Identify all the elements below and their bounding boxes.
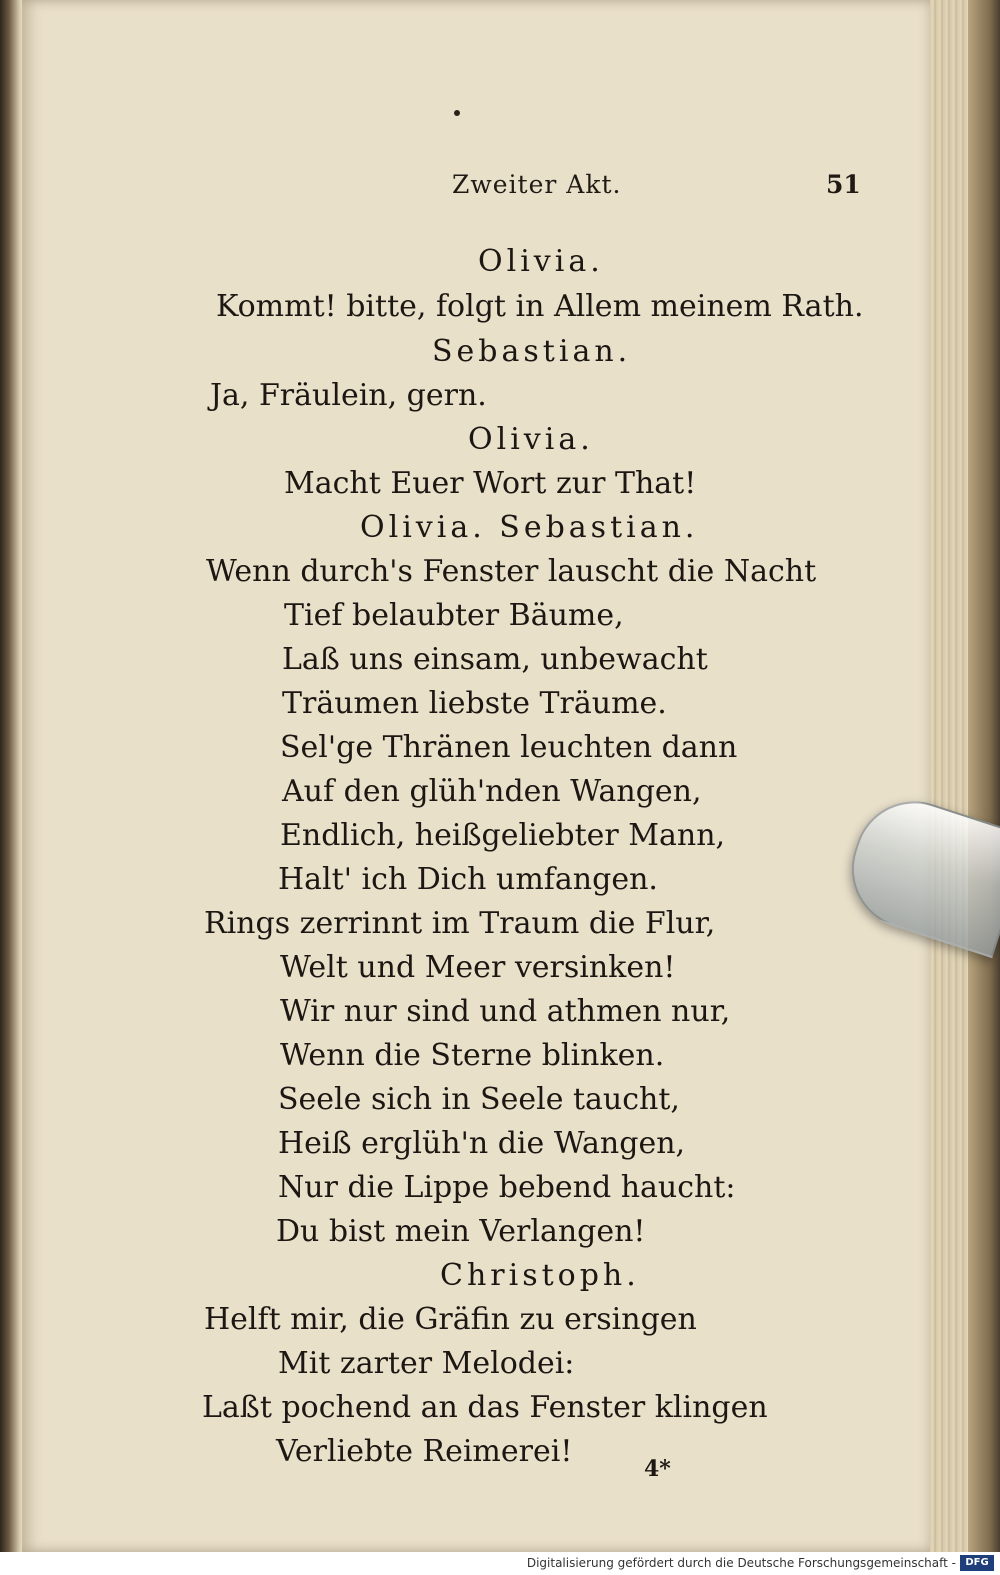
verse-line: Du bist mein Verlangen! — [276, 1214, 646, 1249]
verse-line: Welt und Meer versinken! — [280, 950, 676, 985]
verse-line: Wir nur sind und athmen nur, — [280, 994, 731, 1029]
book-gutter-left — [0, 0, 22, 1575]
verse-line: Kommt! bitte, folgt in Allem meinem Rath. — [216, 289, 864, 324]
verse-line: Auf den glüh'nden Wangen, — [282, 774, 702, 809]
dfg-logo-icon: DFG — [960, 1555, 994, 1571]
verse-line: Laßt pochend an das Fenster klingen — [202, 1390, 768, 1425]
verse-line: Wenn die Sterne blinken. — [280, 1038, 665, 1073]
verse-line: Heiß erglüh'n die Wangen, — [278, 1126, 686, 1161]
page-edges-right — [930, 0, 1000, 1552]
speaker-olivia: Olivia. — [478, 244, 604, 279]
speaker-olivia-sebastian: Olivia. Sebastian. — [360, 510, 699, 545]
speaker-sebastian: Sebastian. — [432, 334, 632, 369]
verse-line: Wenn durch's Fenster lauscht die Nacht — [206, 554, 817, 589]
footer-credit: Digitalisierung gefördert durch die Deutsche Forschungsgemeinschaft - — [526, 1556, 956, 1570]
footer-bar — [0, 1552, 1000, 1575]
verse-line: Sel'ge Thränen leuchten dann — [280, 730, 738, 765]
verse-line: Verliebte Reimerei! — [276, 1434, 573, 1469]
verse-line: Tief belaubter Bäume, — [284, 598, 624, 633]
verse-line: Macht Euer Wort zur That! — [284, 466, 697, 501]
verse-line: Träumen liebste Träume. — [282, 686, 667, 721]
verse-line: Halt' ich Dich umfangen. — [278, 862, 658, 897]
speaker-olivia: Olivia. — [468, 422, 594, 457]
page-number: 51 — [826, 170, 861, 199]
speaker-christoph: Christoph. — [440, 1258, 640, 1293]
page-edges-shadow — [968, 0, 1000, 1552]
verse-line: Nur die Lippe bebend haucht: — [278, 1170, 736, 1205]
signature-mark: 4* — [644, 1456, 671, 1482]
verse-line: Endlich, heißgeliebter Mann, — [280, 818, 726, 853]
verse-line: Ja, Fräulein, gern. — [210, 378, 487, 413]
ornament-dot — [454, 110, 460, 116]
verse-line: Rings zerrinnt im Traum die Flur, — [204, 906, 716, 941]
verse-line: Laß uns einsam, unbewacht — [282, 642, 708, 677]
verse-line: Mit zarter Melodei: — [278, 1346, 575, 1381]
verse-line: Helft mir, die Gräfin zu ersingen — [204, 1302, 697, 1337]
running-head: Zweiter Akt. — [452, 170, 622, 199]
verse-line: Seele sich in Seele taucht, — [278, 1082, 680, 1117]
